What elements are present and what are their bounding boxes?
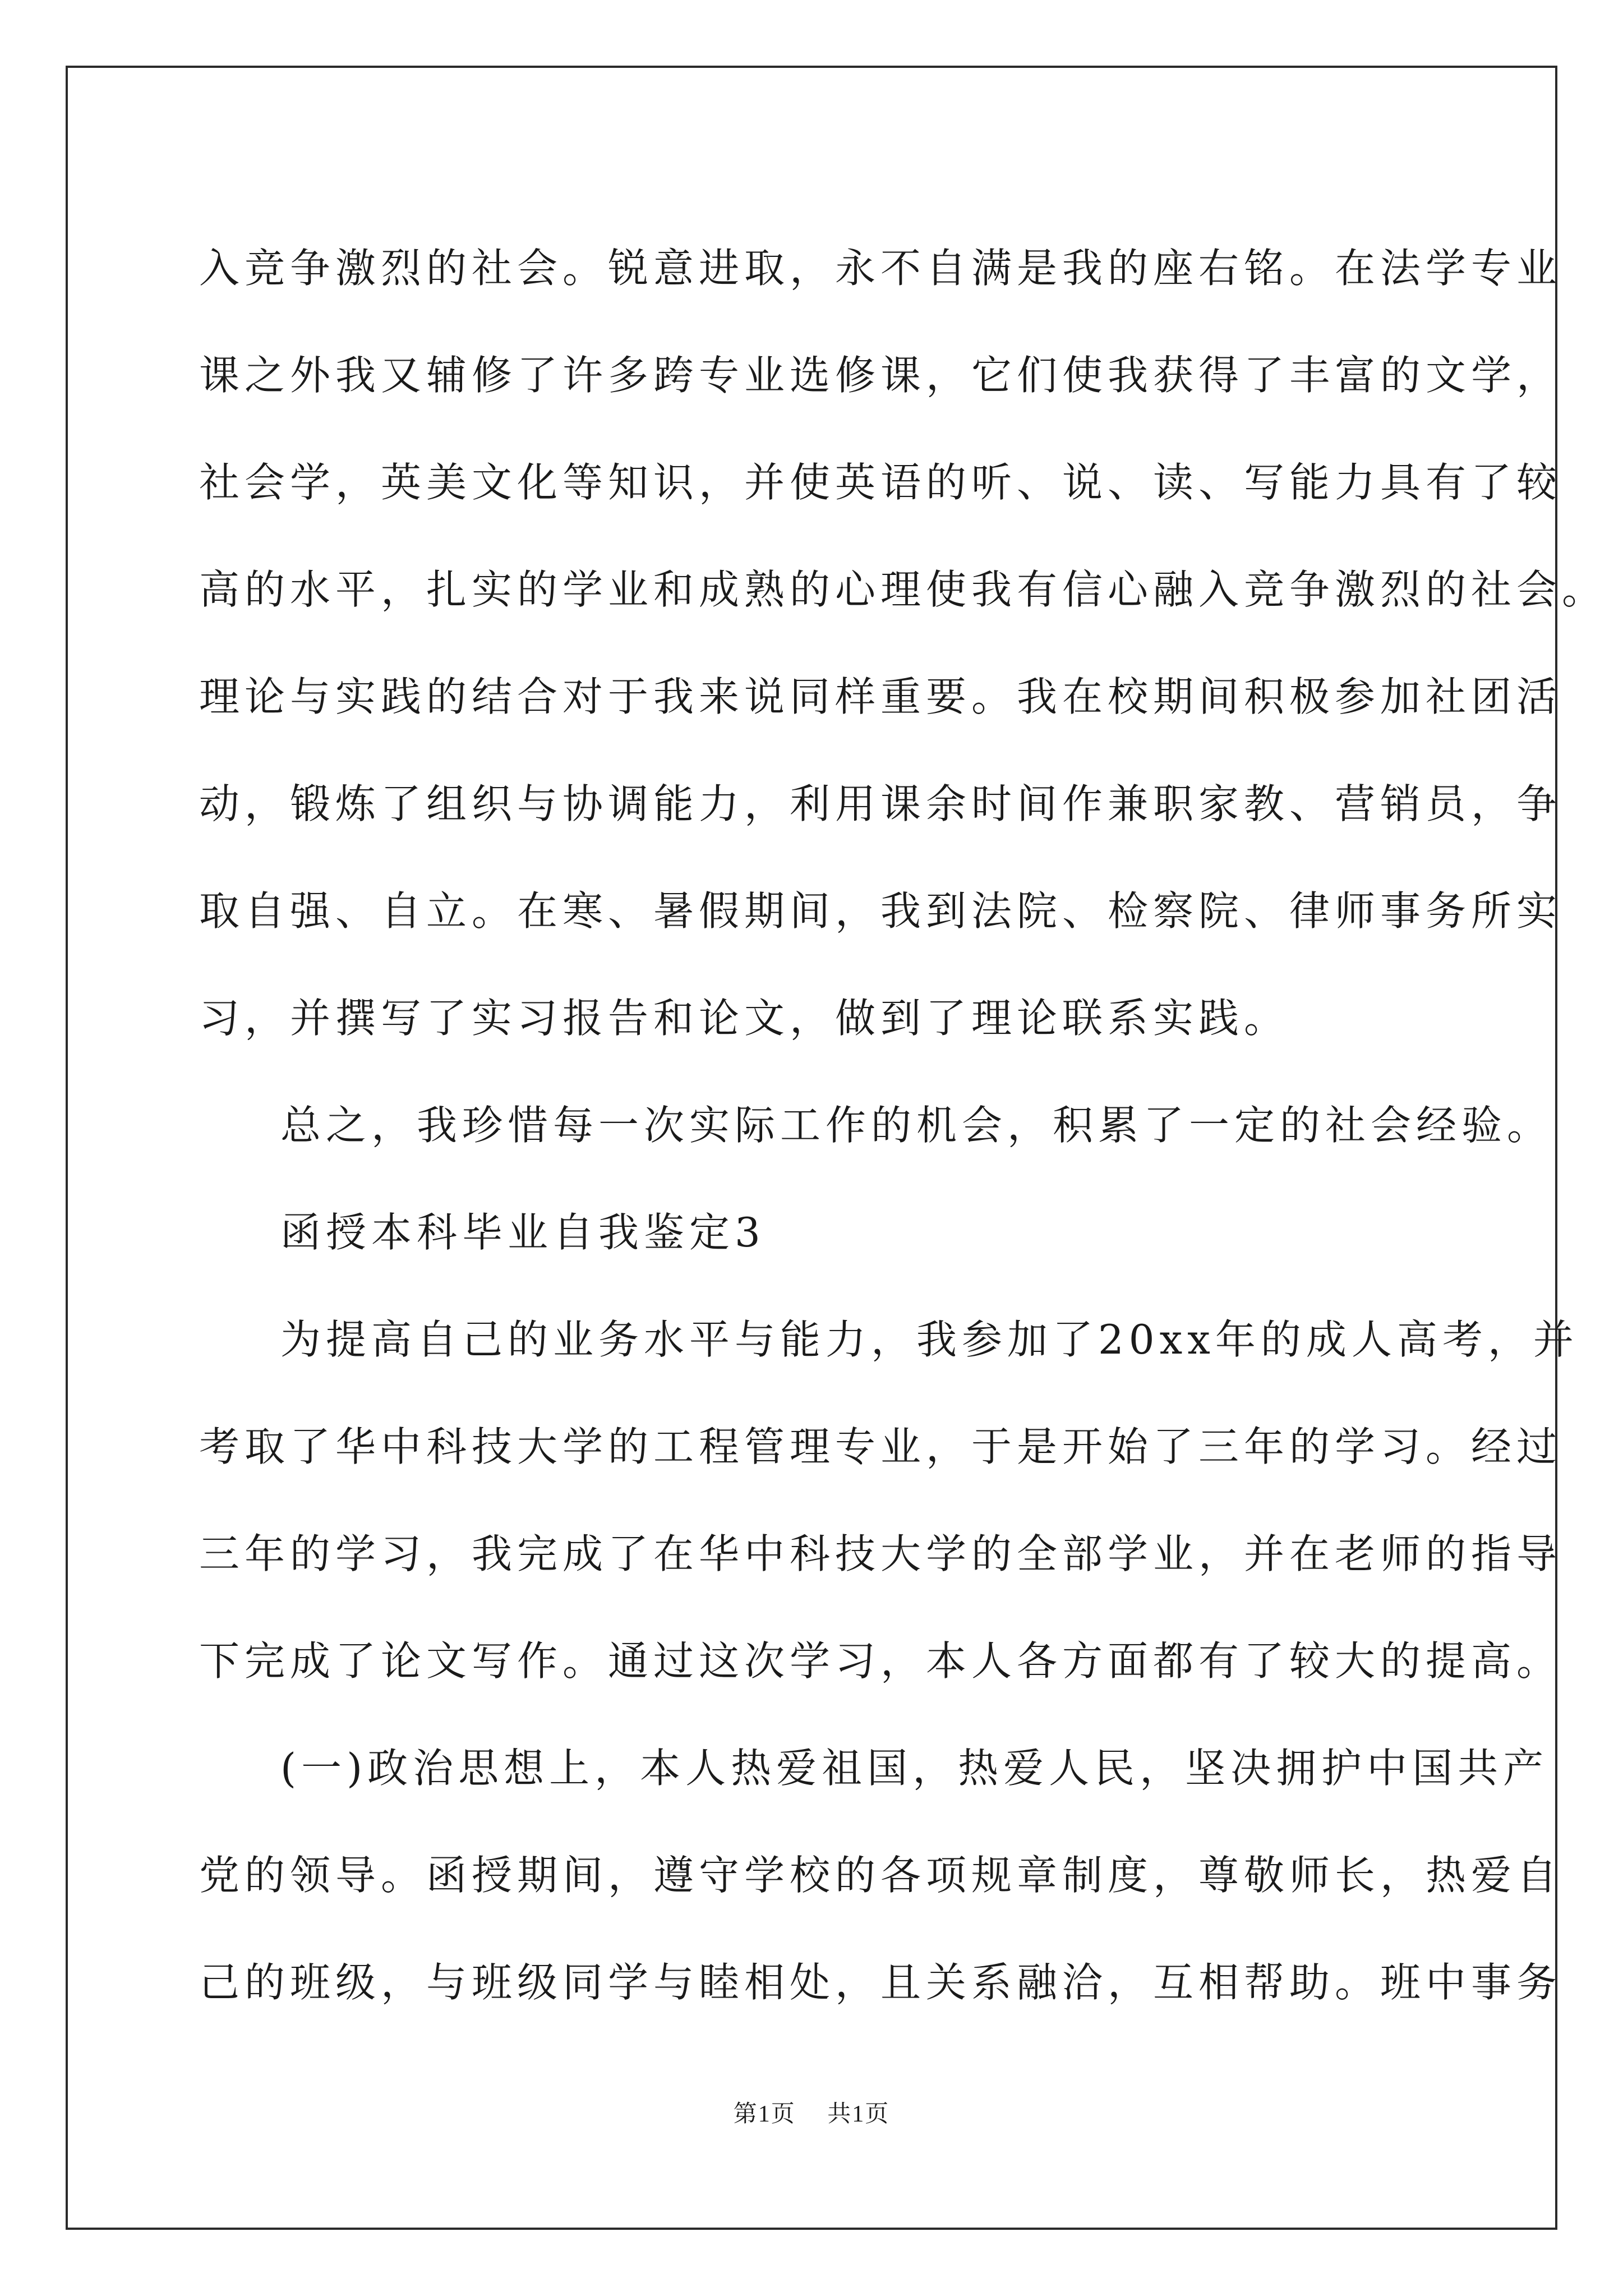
text-line: 入竞争激烈的社会。锐意进取，永不自满是我的座右铭。在法学专业 [199, 245, 1562, 292]
page-total: 共1页 [827, 2101, 890, 2127]
text-line: 习，并撰写了实习报告和论文，做到了理论联系实践。 [199, 995, 1290, 1042]
text-line: 社会学，英美文化等知识，并使英语的听、说、读、写能力具有了较 [199, 459, 1562, 506]
text-line: 下完成了论文写作。通过这次学习，本人各方面都有了较大的提高。 [199, 1637, 1562, 1685]
paragraph-summary: 总之，我珍惜每一次实际工作的机会，积累了一定的社会经验。 [280, 1102, 1553, 1149]
text-line: 党的领导。函授期间，遵守学校的各项规章制度，尊敬师长，热爱自 [199, 1852, 1562, 1899]
text-line: 三年的学习，我完成了在华中科技大学的全部学业，并在老师的指导 [199, 1530, 1562, 1577]
text-line: 理论与实践的结合对于我来说同样重要。我在校期间积极参加社团活 [199, 673, 1562, 720]
document-body [199, 215, 1608, 2036]
page-number: 第1页 [733, 2101, 796, 2127]
text-line: 考取了华中科技大学的工程管理专业，于是开始了三年的学习。经过 [199, 1423, 1562, 1470]
text-line: 课之外我又辅修了许多跨专业选修课，它们使我获得了丰富的文学， [199, 352, 1562, 399]
text-line: 己的班级，与班级同学与睦相处，且关系融洽，互相帮助。班中事务 [199, 1959, 1562, 2006]
text-line: 动，锻炼了组织与协调能力，利用课余时间作兼职家教、营销员，争 [199, 780, 1562, 827]
page-footer [0, 2095, 1623, 2129]
text-line: 高的水平，扎实的学业和成熟的心理使我有信心融入竞争激烈的社会。 [199, 566, 1608, 613]
text-line: 取自强、自立。在寒、暑假期间，我到法院、检察院、律师事务所实 [199, 887, 1562, 935]
section-heading: 函授本科毕业自我鉴定3 [280, 1209, 766, 1256]
text-line: (一)政治思想上，本人热爱祖国，热爱人民，坚决拥护中国共产 [280, 1745, 1549, 1792]
text-line: 为提高自己的业务水平与能力，我参加了20xx年的成人高考，并 [280, 1316, 1579, 1363]
